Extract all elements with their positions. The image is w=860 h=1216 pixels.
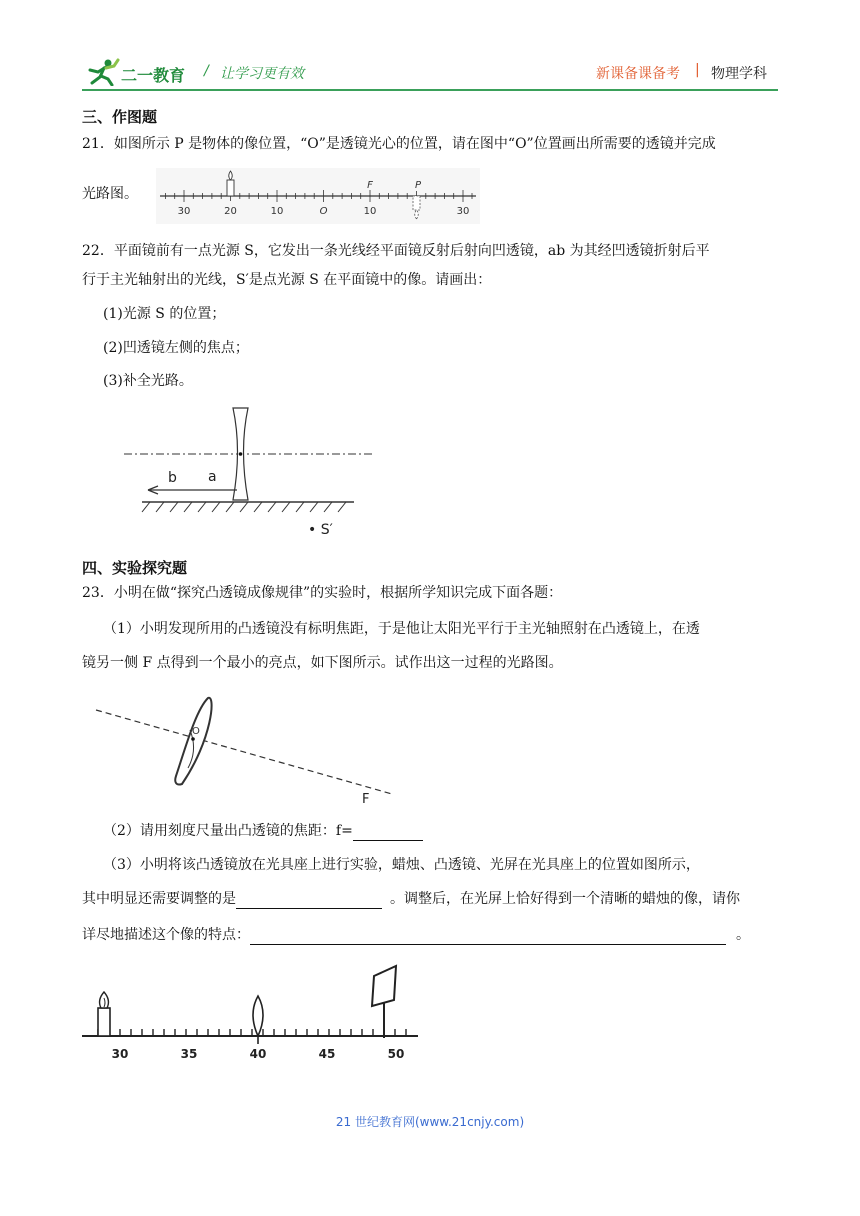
q23-p2 xyxy=(103,821,423,841)
label-f: F xyxy=(362,792,370,807)
q22-item-2: (2)凹透镜左侧的焦点； xyxy=(103,340,249,356)
q21-text-line1: 21．如图所示 P 是物体的像位置，“O”是透镜光心的位置，请在图中“O”位置画出所需要的透镜并完成 xyxy=(82,136,716,152)
section-title-drawing: 三、作图题 xyxy=(82,108,158,126)
section-title-experiment: 四、实验探究题 xyxy=(82,559,188,577)
q22-text-line2: 行于主光轴射出的光线，S′是点光源 S 在平面镜中的像。请画出： xyxy=(82,272,492,288)
q22-item-3: (3)补全光路。 xyxy=(103,373,193,389)
ruler-label-30-right: 30 xyxy=(456,206,470,217)
label-b: b xyxy=(168,470,177,486)
bench-label-45: 45 xyxy=(318,1047,336,1061)
q23-convex-lens-figure xyxy=(92,690,402,810)
q22-mirror-lens-figure xyxy=(120,402,380,542)
focus-f-label: F xyxy=(367,180,373,191)
q23-p3-line2b: 。调整后，在光屏上恰好得到一个清晰的蜡烛的像，请你 xyxy=(390,891,740,907)
q23-p3-line3 xyxy=(82,925,750,945)
q23-p2-text: （2）请用刻度尺量出凸透镜的焦距：f= xyxy=(103,823,353,839)
ruler-label-10-right: 10 xyxy=(363,206,377,217)
q22-text-line1: 22．平面镜前有一点光源 S，它发出一条光线经平面镜反射后射向凹透镜，ab 为其经凹透镜折射后平 xyxy=(82,243,710,259)
slogan-slash: / xyxy=(204,63,209,79)
runner-logo-icon xyxy=(86,58,120,86)
candle-icon xyxy=(98,992,110,1036)
q23-p3-line3a: 详尽地描述这个像的特点： xyxy=(82,927,250,943)
bench-label-40: 40 xyxy=(249,1047,267,1061)
q22-item-1: (1)光源 S 的位置； xyxy=(103,306,226,322)
q23-p3-line3b: 。 xyxy=(736,927,750,943)
bench-label-35: 35 xyxy=(180,1047,198,1061)
header-right-label: 新课备课备考 xyxy=(596,66,680,82)
header-divider: | xyxy=(695,62,700,78)
bench-label-30: 30 xyxy=(111,1047,129,1061)
screen-icon xyxy=(372,966,396,1038)
bench-ticks xyxy=(98,1029,406,1036)
image-p-label: P xyxy=(414,180,422,191)
q21-ruler-figure xyxy=(156,168,480,224)
focal-length-blank[interactable] xyxy=(353,826,423,841)
q23-p3-line1: （3）小明将该凸透镜放在光具座上进行实验，蜡烛、凸透镜、光屏在光具座上的位置如图所示， xyxy=(103,857,700,873)
q23-p3-line2a: 其中明显还需要调整的是 xyxy=(82,891,236,907)
page-footer[interactable]: 21 世纪教育网(www.21cnjy.com) xyxy=(335,1115,525,1129)
ruler-label-10-left: 10 xyxy=(270,206,284,217)
ruler-label-o: O xyxy=(319,206,328,217)
q21-text-line2: 光路图。 xyxy=(82,186,138,202)
label-s-prime: • S′ xyxy=(308,522,333,538)
q23-p1-line2: 镜另一侧 F 点得到一个最小的亮点，如下图所示。试作出这一过程的光路图。 xyxy=(82,655,563,671)
slogan: 让学习更有效 xyxy=(220,66,304,82)
q23-text-line1: 23．小明在做“探究凸透镜成像规律”的实验时，根据所学知识完成下面各题： xyxy=(82,585,563,601)
ruler-label-30-left: 30 xyxy=(177,206,191,217)
image-features-blank[interactable] xyxy=(250,930,726,945)
q23-p3-line2 xyxy=(82,889,740,909)
mirror-hatching xyxy=(142,502,346,512)
bench-label-50: 50 xyxy=(387,1047,405,1061)
header-rule xyxy=(82,89,778,91)
principal-axis xyxy=(96,710,392,794)
header-subject: 物理学科 xyxy=(711,66,767,82)
label-a: a xyxy=(208,469,217,485)
label-o: O xyxy=(192,726,200,737)
page-header xyxy=(0,0,860,100)
adjustment-blank[interactable] xyxy=(236,894,382,909)
q23-optical-bench-figure xyxy=(78,960,428,1070)
q23-p1-line1: （1）小明发现所用的凸透镜没有标明焦距，于是他让太阳光平行于主光轴照射在凸透镜上，在透 xyxy=(103,621,700,637)
brand-name: 二一教育 xyxy=(121,66,186,85)
ruler-label-20-left: 20 xyxy=(224,206,237,217)
